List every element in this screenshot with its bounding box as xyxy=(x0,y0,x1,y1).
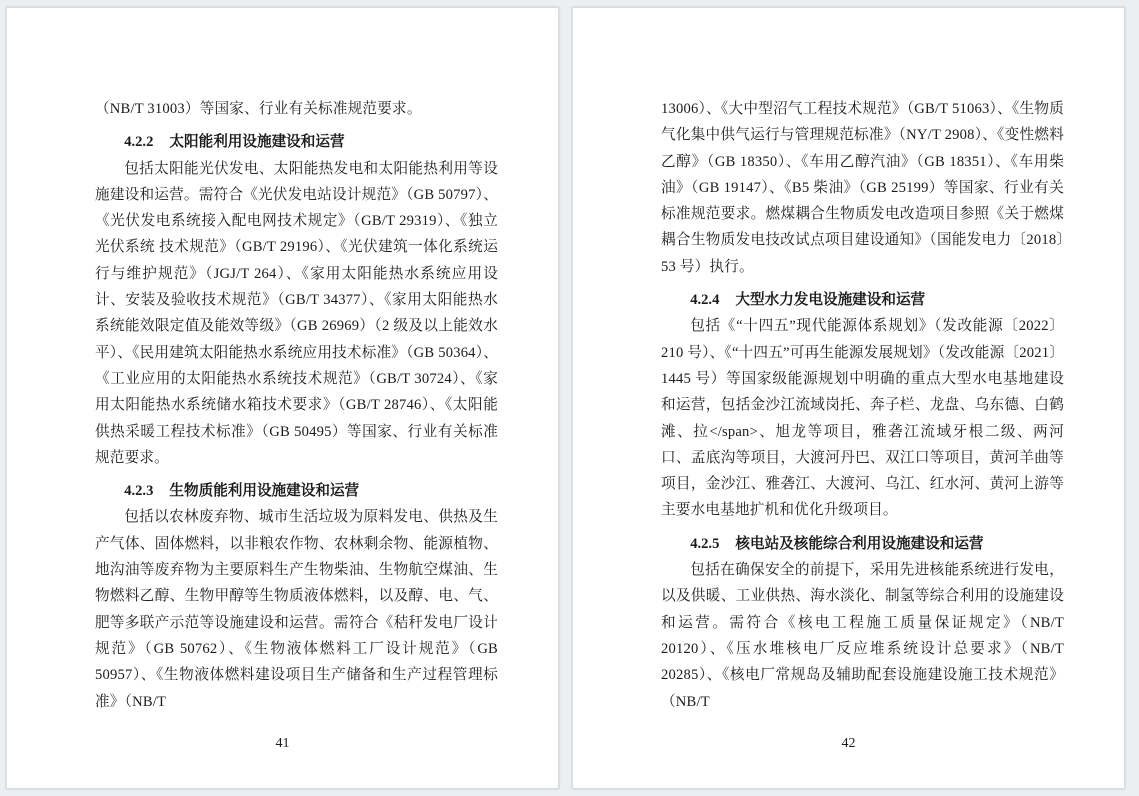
paragraph: 包括《“十四五”现代能源体系规划》（发改能源〔2022〕210 号）、《“十四五”可再生能源发展规划》（发改能源〔2021〕1445 号）等国家级能源规划中明确的重点大型水电基地建设和运营，包括金沙江流域岗托、奔子栏、龙盘、乌东德、白鹤滩、拉</span>、旭龙等项目，雅砻江流域牙根二级、两河口、孟底沟等项目，大渡河丹巴、双江口等项目，黄河羊曲等项目，金沙江、雅砻江、大渡河、乌江、红水河、黄河上游等主要水电基地扩机和优化升级项目。 xyxy=(661,318,1064,519)
paragraph: （NB/T 31003）等国家、行业有关标准规范要求。 xyxy=(95,101,422,117)
page-number: 42 xyxy=(841,736,856,751)
paragraph: 包括太阳能光伏发电、太阳能热发电和太阳能热利用等设施建设和运营。需符合《光伏发电站设计规范》（GB 50797）、《光伏发电系统接入配电网技术规定》（GB/T 29319）、《独立光伏系统 技术规范》（GB/T 29196）、《光伏建筑一体化系统运行与维护规范》（JGJ/T 264）、《家用太阳能热水系统应用设计、安装及验收技术规范》（GB/T 34377）、《家用太阳能热水系统能效限定值及能效等级》（GB 26969）（2 级及以上能效水平）、《民用建筑太阳能热水系统应用技术标准》（GB 50364）、《工业应用的太阳能热水系统技术规范》（GB/T 30724）、《家用太阳能热水系统储水箱技术要求》（GB/T 28746）、《太阳能供热采暖工程技术标准》（GB 50495）等国家、行业有关标准规范要求。 xyxy=(95,160,498,466)
section-heading xyxy=(661,287,1064,313)
document-page-42 xyxy=(572,7,1125,789)
paragraph: 包括在确保安全的前提下，采用先进核能系统进行发电，以及供暖、工业供热、海水淡化、制氢等综合利用的设施建设和运营。需符合《核电工程施工质量保证规定》（NB/T 20120）、《压水堆核电厂反应堆系统设计总要求》（NB/T 20285）、《核电厂常规岛及辅助配套设施建设施工技术规范》（NB/T xyxy=(661,562,1064,710)
section-number: 4.2.4 xyxy=(690,292,720,309)
document-page-41 xyxy=(6,7,559,789)
section-heading xyxy=(95,478,498,504)
section-number: 4.2.3 xyxy=(124,483,154,500)
section-title: 核电站及核能综合利用设施建设和运营 xyxy=(735,535,984,552)
paragraph: 13006）、《大中型沼气工程技术规范》（GB/T 51063）、《生物质气化集中供气运行与管理规范标准》（NY/T 2908）、《变性燃料乙醇》（GB 18350）、《车用乙醇汽油》（GB 18351）、《车用柴油》（GB 19147）、《B5 柴油》（GB 25199）等国家、行业有关标准规范要求。燃煤耦合生物质发电改造项目参照《关于燃煤耦合生物质发电技改试点项目建设通知》（国能发电力〔2018〕53 号）执行。 xyxy=(661,101,1064,275)
section-heading xyxy=(661,531,1064,557)
page-content-42 xyxy=(661,96,1064,718)
section-title: 大型水力发电设施建设和运营 xyxy=(735,292,926,309)
section-title: 生物质能利用设施建设和运营 xyxy=(169,483,360,500)
page-number: 41 xyxy=(275,736,290,751)
page-content-41 xyxy=(95,96,498,718)
section-number: 4.2.2 xyxy=(124,134,154,151)
section-heading xyxy=(95,129,498,155)
section-number: 4.2.5 xyxy=(690,535,720,552)
section-title: 太阳能利用设施建设和运营 xyxy=(169,134,345,151)
paragraph: 包括以农林废弃物、城市生活垃圾为原料发电、供热及生产气体、固体燃料，以非粮农作物、农林剩余物、能源植物、地沟油等废弃物为主要原料生产生物柴油、生物航空煤油、生物燃料乙醇、生物甲醇等生物质液体燃料，以及醇、电、气、肥等多联产示范等设施建设和运营。需符合《秸秆发电厂设计规范》（GB 50762）、《生物液体燃料工厂设计规范》（GB 50957）、《生物液体燃料建设项目生产储备和生产过程管理标准》（NB/T xyxy=(95,509,498,710)
